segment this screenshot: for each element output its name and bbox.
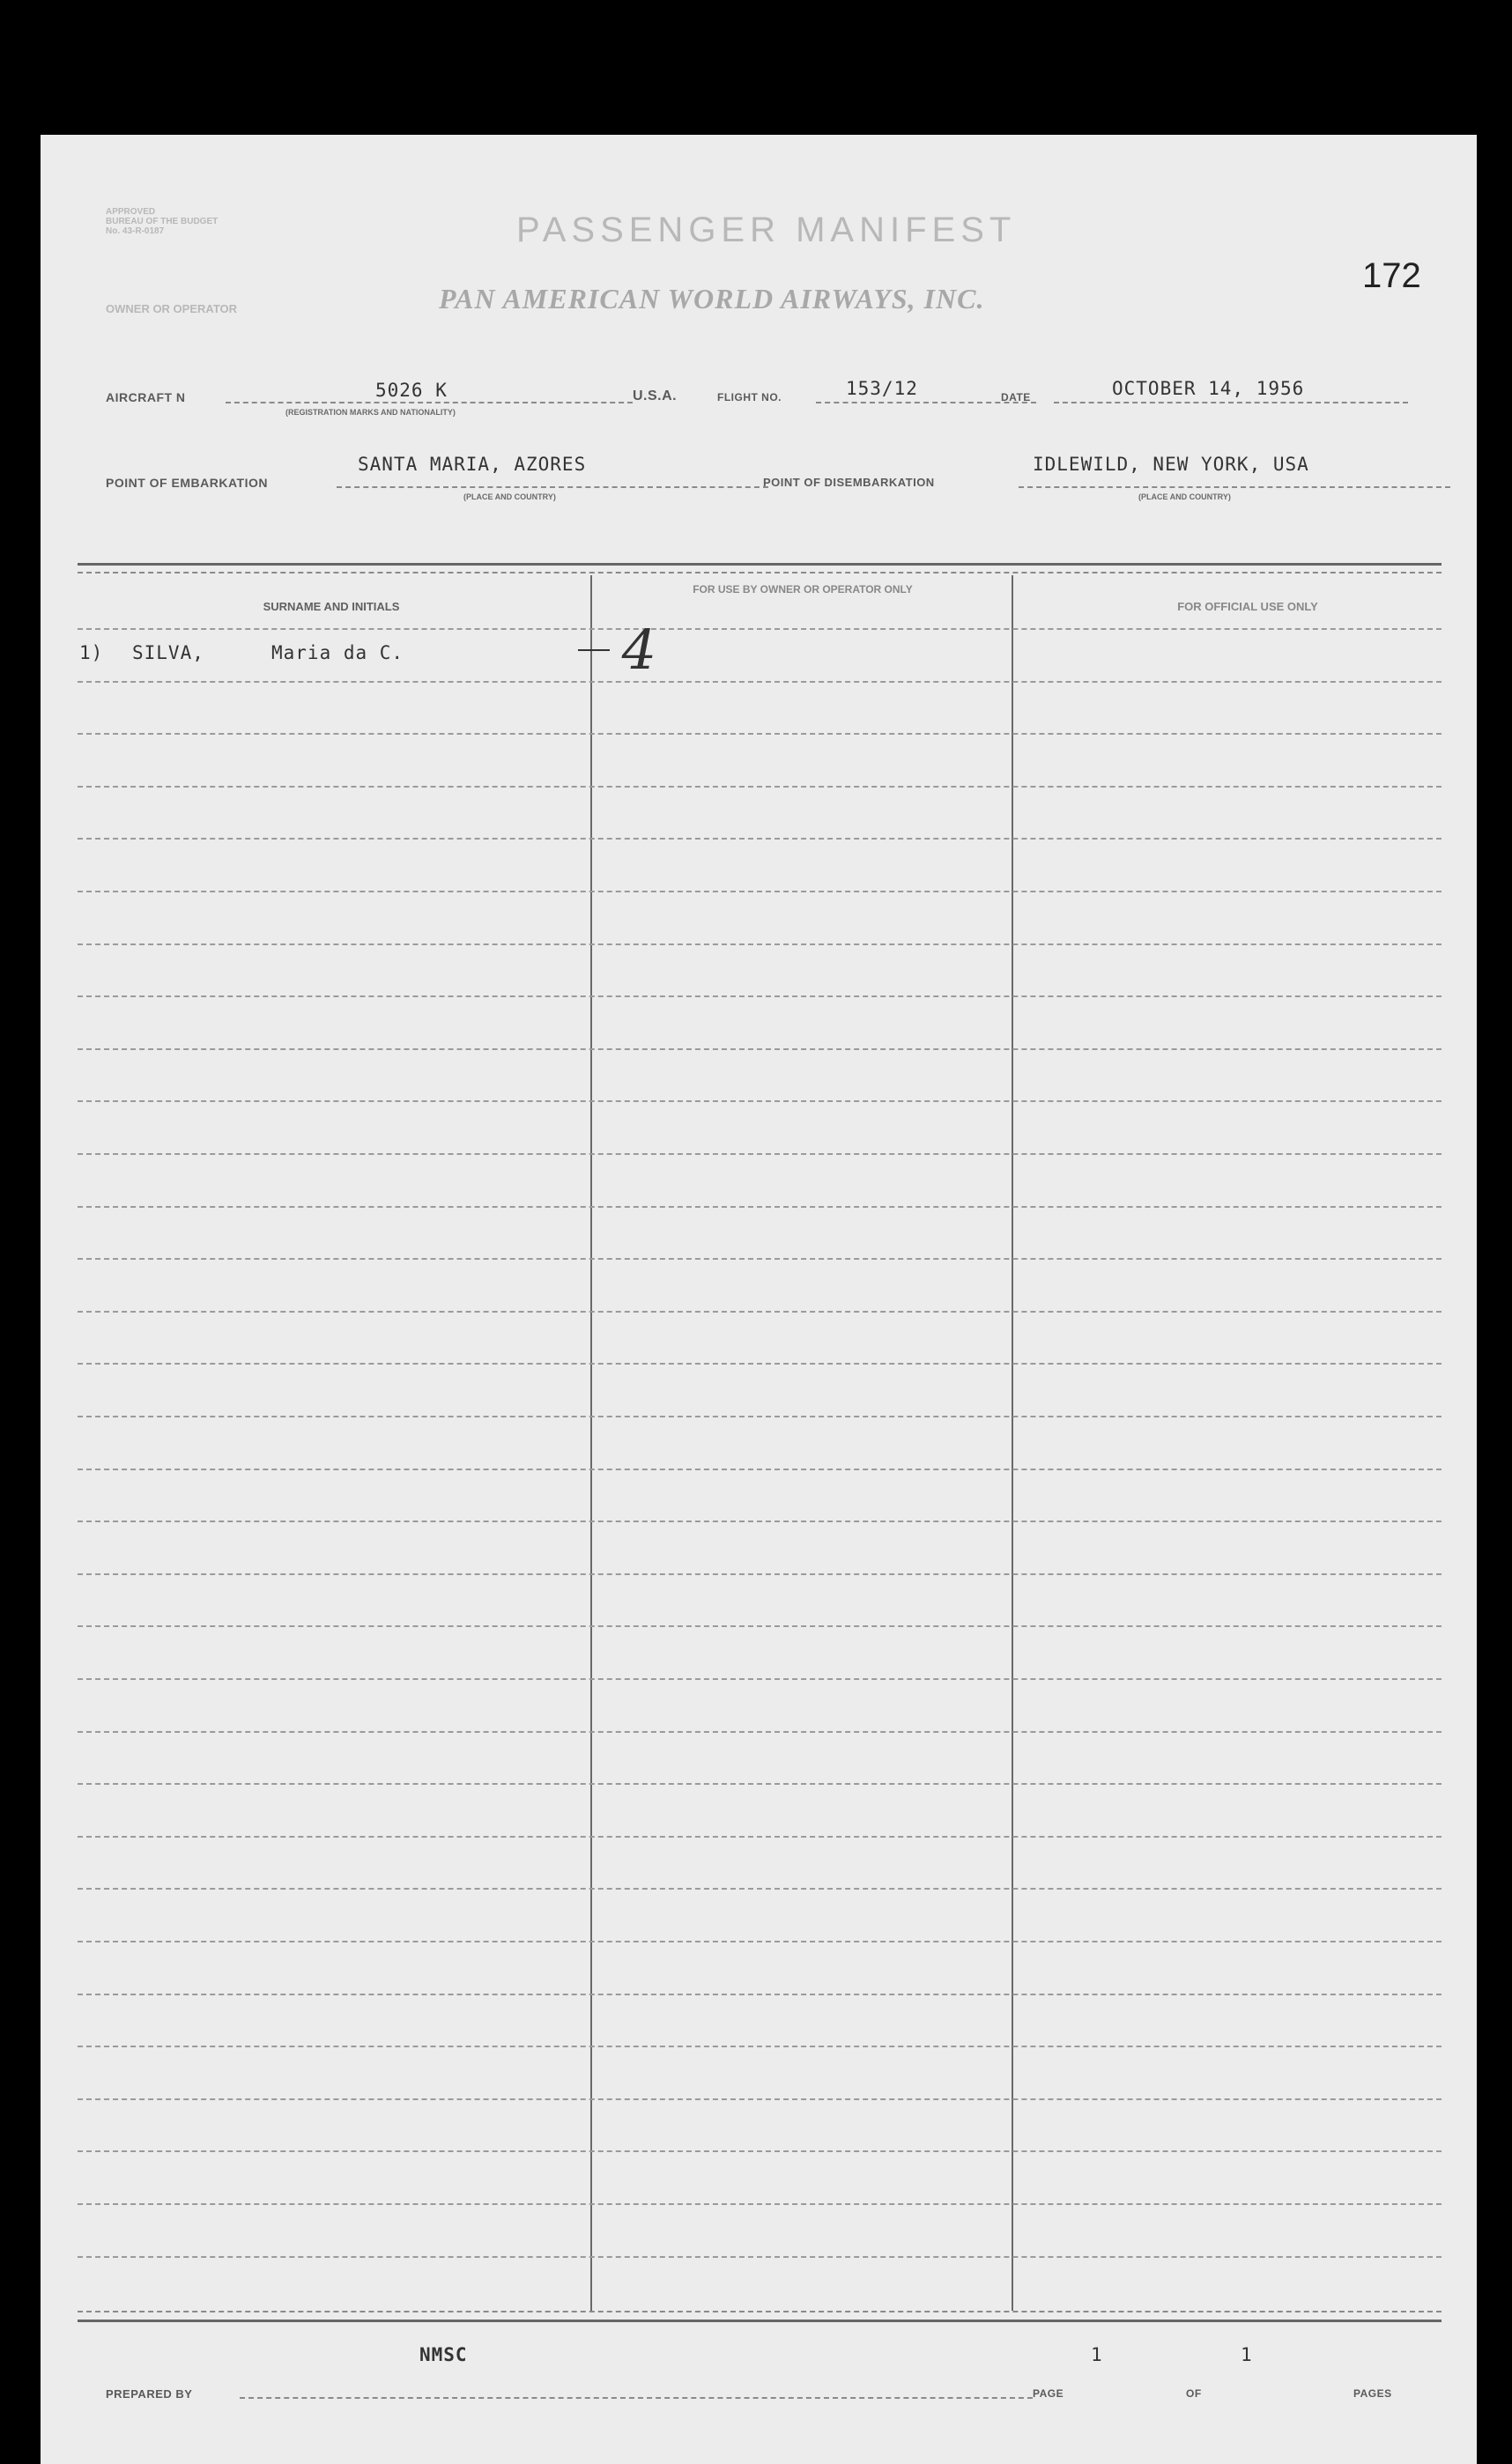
date-rule (1054, 402, 1408, 403)
column-divider (1012, 575, 1013, 2311)
approval-stamp-line: BUREAU OF THE BUDGET (106, 217, 219, 226)
approval-stamp-line: APPROVED (106, 207, 156, 217)
table-top-rule (78, 563, 1442, 566)
row-line (78, 891, 1442, 892)
embark-rule (337, 486, 768, 488)
pages-label: PAGES (1353, 2387, 1392, 2400)
flight-value: 153/12 (846, 378, 918, 399)
of-value: 1 (1241, 2344, 1253, 2365)
aircraft-rule (226, 402, 633, 403)
entry-number: 1) (79, 642, 104, 663)
row-line (78, 1416, 1442, 1417)
prepared-rule (240, 2397, 1033, 2399)
approval-stamp-line: No. 43-R-0187 (106, 226, 165, 236)
row-line (78, 1311, 1442, 1313)
disembark-sub: (PLACE AND COUNTRY) (1138, 492, 1231, 501)
row-line (78, 1258, 1442, 1260)
row-line (78, 838, 1442, 840)
embark-sub: (PLACE AND COUNTRY) (463, 492, 556, 501)
embark-value: SANTA MARIA, AZORES (358, 454, 587, 475)
aircraft-value: 5026 K (375, 380, 448, 401)
row-line (78, 1941, 1442, 1942)
of-label: OF (1186, 2387, 1202, 2400)
owner-mark-text: 4 (621, 618, 657, 682)
row-line (78, 681, 1442, 683)
flight-label: FLIGHT NO. (717, 391, 782, 403)
row-line (78, 786, 1442, 788)
disembark-label: POINT OF DISEMBARKATION (763, 476, 935, 489)
row-line (78, 1521, 1442, 1522)
owner-mark-dash-icon (578, 649, 610, 651)
table-bottom-rule-2 (78, 2320, 1442, 2322)
row-line (78, 1048, 1442, 1050)
row-line (78, 2046, 1442, 2047)
page-title: PASSENGER MANIFEST (516, 211, 1017, 249)
table-top-rule-2 (78, 572, 1442, 573)
entry-owner-mark (578, 618, 656, 682)
aircraft-sub: (REGISTRATION MARKS AND NATIONALITY) (285, 408, 456, 417)
row-line (78, 2256, 1442, 2258)
disembark-value: IDLEWILD, NEW YORK, USA (1033, 454, 1309, 475)
row-line (78, 1363, 1442, 1365)
row-line (78, 1888, 1442, 1890)
column-header-owner-use: FOR USE BY OWNER OR OPERATOR ONLY (693, 583, 913, 596)
column-divider (590, 575, 592, 2311)
embark-label: POINT OF EMBARKATION (106, 476, 268, 490)
entry-surname: SILVA, (132, 642, 204, 663)
row-line (78, 1573, 1442, 1575)
row-line (78, 1153, 1442, 1155)
column-header-official-use: FOR OFFICIAL USE ONLY (1177, 600, 1318, 613)
row-line (78, 1783, 1442, 1785)
entry-initials: Maria da C. (271, 642, 404, 663)
prepared-value: NMSC (419, 2344, 468, 2365)
row-line (78, 2150, 1442, 2152)
date-value: OCTOBER 14, 1956 (1112, 378, 1305, 399)
disembark-rule (1019, 486, 1450, 488)
row-line (78, 628, 1442, 630)
row-line (78, 1100, 1442, 1102)
approval-stamp (106, 207, 218, 236)
row-line (78, 1678, 1442, 1680)
owner-label: OWNER OR OPERATOR (106, 302, 238, 315)
row-line (78, 1206, 1442, 1208)
prepared-label: PREPARED BY (106, 2387, 193, 2401)
usa-label: U.S.A. (633, 388, 678, 403)
column-header-surname: SURNAME AND INITIALS (263, 600, 400, 613)
page-value: 1 (1091, 2344, 1103, 2365)
table-bottom-rule (78, 2311, 1442, 2312)
date-label: DATE (1001, 391, 1031, 403)
row-line (78, 2203, 1442, 2205)
row-line (78, 995, 1442, 997)
row-line (78, 943, 1442, 945)
row-line (78, 733, 1442, 735)
row-line (78, 1836, 1442, 1838)
row-line (78, 1731, 1442, 1733)
row-line (78, 2098, 1442, 2100)
page-label: PAGE (1033, 2387, 1064, 2400)
aircraft-label: AIRCRAFT N (106, 390, 186, 404)
manifest-sheet (41, 135, 1477, 2464)
owner-value: PAN AMERICAN WORLD AIRWAYS, INC. (439, 283, 985, 314)
page-number: 172 (1362, 256, 1421, 295)
row-line (78, 1994, 1442, 1995)
row-line (78, 1625, 1442, 1627)
row-line (78, 1469, 1442, 1470)
